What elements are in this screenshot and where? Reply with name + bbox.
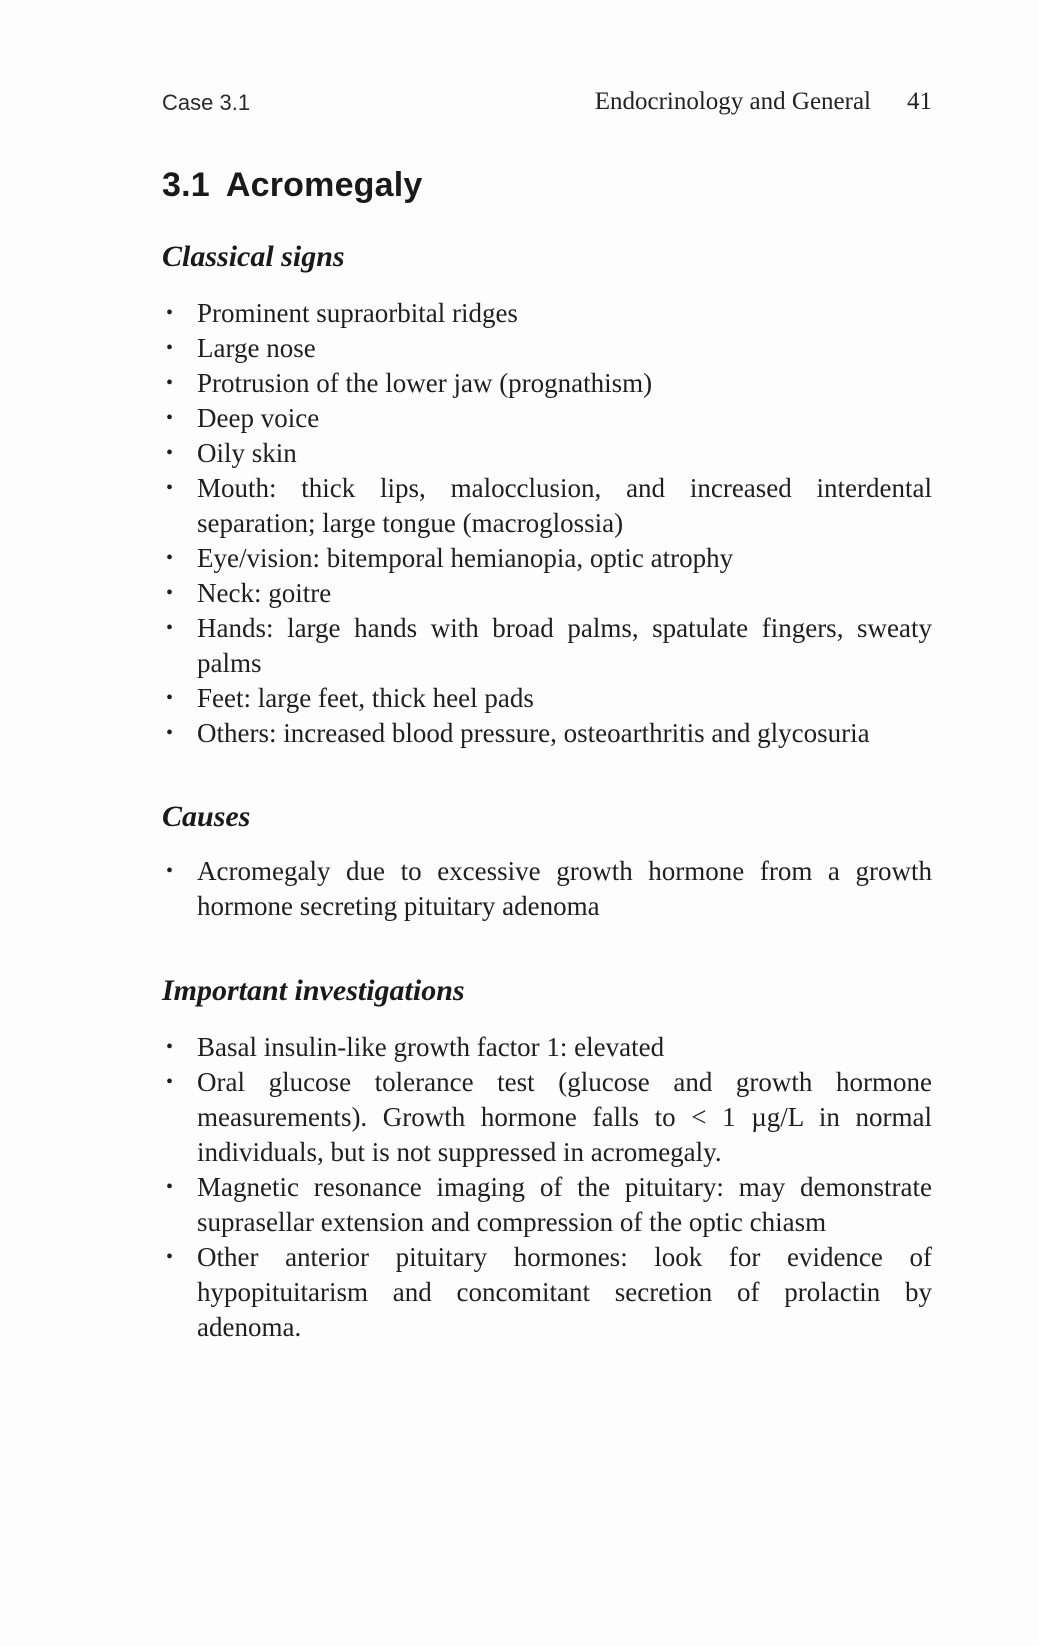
bullet-icon: • [166, 547, 174, 569]
bullet-icon: • [166, 477, 174, 499]
bullet-list [162, 854, 932, 924]
bullet-icon: • [166, 582, 174, 604]
bullet-list [162, 296, 932, 751]
list-item [162, 1030, 932, 1065]
list-item-text: Others: increased blood pressure, osteoarthritis and glycosuria [197, 718, 870, 748]
bullet-icon: • [166, 687, 174, 709]
bullet-icon: • [166, 302, 174, 324]
list-item-text: Large nose [197, 333, 316, 363]
list-item-text: Eye/vision: bitemporal hemianopia, optic atrophy [197, 543, 734, 573]
bullet-icon: • [166, 337, 174, 359]
list-item-text: Oily skin [197, 438, 297, 468]
bullet-icon: • [166, 617, 174, 639]
list-item [162, 436, 932, 471]
list-item-text: Oral glucose tolerance test (glucose and growth hormone measurements). Growth hormone falls to < 1 µg/L in normal individuals, but is not suppressed in acromegaly. [197, 1067, 932, 1167]
section-important-investigations [162, 974, 932, 1345]
case-label: Case 3.1 [162, 90, 251, 115]
bullet-icon: • [166, 442, 174, 464]
list-item-text: Neck: goitre [197, 578, 332, 608]
list-item-text: Basal insulin-like growth factor 1: elevated [197, 1032, 665, 1062]
section-heading: Classical signs [162, 240, 345, 273]
list-item-text: Protrusion of the lower jaw (prognathism) [197, 368, 653, 398]
running-title [595, 88, 932, 116]
list-item [162, 366, 932, 401]
bullet-icon: • [166, 1246, 174, 1268]
list-item [162, 401, 932, 436]
page-number: 41 [907, 88, 932, 115]
list-item [162, 611, 932, 681]
section-heading: Important investigations [162, 974, 465, 1007]
chapter-number: 3.1 [162, 166, 210, 204]
list-item [162, 854, 932, 924]
bullet-icon: • [166, 722, 174, 744]
list-item [162, 471, 932, 541]
section-causes [162, 800, 932, 924]
list-item-text: Hands: large hands with broad palms, spatulate fingers, sweaty palms [197, 613, 932, 678]
list-item-text: Prominent supraorbital ridges [197, 298, 518, 328]
list-item [162, 331, 932, 366]
list-item-text: Deep voice [197, 403, 320, 433]
bullet-icon: • [166, 372, 174, 394]
list-item [162, 296, 932, 331]
list-item-text: Magnetic resonance imaging of the pituitary: may demonstrate suprasellar extension and compression of the optic chiasm [197, 1172, 932, 1237]
bullet-list [162, 1030, 932, 1345]
list-item [162, 1065, 932, 1170]
list-item [162, 681, 932, 716]
list-item-text: Other anterior pituitary hormones: look for evidence of hypopituitarism and concomitant secretion of prolactin by adenoma. [197, 1242, 932, 1342]
list-item [162, 1170, 932, 1240]
list-item [162, 716, 932, 751]
chapter-title [162, 166, 423, 205]
bullet-icon: • [166, 860, 174, 882]
bullet-icon: • [166, 1071, 174, 1093]
list-item-text: Acromegaly due to excessive growth hormone from a growth hormone secreting pituitary adenoma [197, 856, 932, 921]
list-item [162, 1240, 932, 1345]
list-item-text: Mouth: thick lips, malocclusion, and increased interdental separation; large tongue (macroglossia) [197, 473, 932, 538]
list-item-text: Feet: large feet, thick heel pads [197, 683, 534, 713]
list-item [162, 541, 932, 576]
chapter-name: Acromegaly [225, 166, 423, 204]
section-heading: Causes [162, 800, 251, 833]
list-item [162, 576, 932, 611]
bullet-icon: • [166, 407, 174, 429]
bullet-icon: • [166, 1036, 174, 1058]
bullet-icon: • [166, 1176, 174, 1198]
running-head [162, 88, 932, 120]
section-title: Endocrinology and General [594, 88, 871, 115]
section-classical-signs [162, 240, 932, 751]
